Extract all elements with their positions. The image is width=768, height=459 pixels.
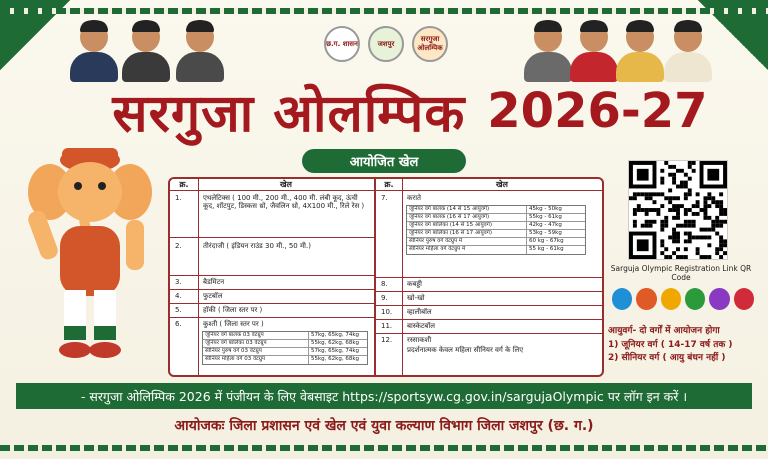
organizer-line: आयोजकः जिला प्रशासन एवं खेल एवं युवा कल्याण विभाग जिला जशपुर (छ. ग.): [174, 417, 594, 434]
row-1-sport: एथलेटिक्स ( 100 मी., 200 मी., 400 मी. लंबी कूद, ऊंची कूद, शॉटपुट, डिस्कस थ्रो, जैवलिन थ्रो, 4X100 मी., रिले रेस ): [203, 194, 365, 211]
header-sn-left: क्र.: [170, 179, 198, 191]
karate-row: जूनियर वर्ग बालिका (14 से 15 आयुवर्ग) 42kg - 47kg: [407, 222, 585, 230]
district-logo: [368, 26, 404, 62]
row-3-sport: बैडमिंटन: [203, 278, 225, 286]
olympic-logo: [412, 26, 448, 62]
row-5-sport: हॉकी ( जिला स्तर पर ): [203, 306, 263, 314]
row-9-sn: 9.: [381, 294, 388, 302]
title-hindi: सरगुजा ओलम्पिक: [112, 83, 466, 144]
wrestling-weights-table: [202, 331, 368, 365]
wrestling-row: जूनियर वर्ग बालिका 03 वेटग्रुप 55kg, 62kg, 68kg: [203, 340, 367, 348]
header-sport-right: खेल: [402, 179, 602, 191]
archery-icon: [636, 288, 656, 310]
row-10-sn: 10.: [381, 308, 393, 316]
karate-row: जूनियर वर्ग बालक (14 से 15 आयुवर्ग) 45kg - 50kg: [407, 206, 585, 214]
portrait-left-3: [176, 20, 224, 82]
wrestling-row: सीनियर पुरुष वर्ग 03 वेटग्रुप 57kg, 65kg, 74kg: [203, 348, 367, 356]
portrait-right-3: [616, 20, 664, 82]
subtitle-pill: आयोजित खेल: [302, 149, 466, 173]
qr-caption: Sarguja Olympic Registration Link QR Code: [610, 264, 752, 282]
top-border: [0, 8, 768, 14]
basketball-icon: [734, 288, 754, 310]
row-9-sport: खो-खो: [407, 294, 425, 302]
row-8-sn: 8.: [381, 280, 388, 288]
kabaddi-icon: [661, 288, 681, 310]
sports-icons: [612, 278, 754, 320]
row-7-sn: 7.: [381, 194, 388, 202]
wrestling-row: सीनियर महिला वर्ग 03 वेटग्रुप 55kg, 62kg, 68kg: [205, 356, 360, 362]
karate-row: जूनियर वर्ग बालिका (16 से 17 आयुवर्ग) 53kg - 59kg: [407, 230, 585, 238]
page-title: [60, 76, 760, 146]
header-sport-left: खेल: [198, 179, 374, 191]
title-year: 2026-27: [487, 83, 708, 139]
portrait-right-4: [664, 20, 712, 82]
row-6-sn: 6.: [175, 320, 182, 328]
runner-icon: [612, 288, 632, 310]
registration-banner[interactable]: - सरगुजा ओलिम्पिक 2026 में पंजीयन के लिए वेबसाइट https://sportsyw.cg.gov.in/sargujaOlympic पर लॉग इन करें ।: [16, 383, 752, 409]
karate-row: जूनियर वर्ग बालक (16 से 17 आयुवर्ग) 55kg - 61kg: [407, 214, 585, 222]
row-12-sport: रस्साकशी: [407, 336, 432, 344]
karate-weights-table: [406, 205, 586, 255]
events-table: [168, 177, 604, 377]
olympic-logo-text: सरगुजा ओलम्पिक: [417, 35, 443, 52]
age-heading: आयुवर्ग- दो वर्गों में आयोजन होगा: [608, 326, 720, 336]
row-11-sn: 11.: [381, 322, 393, 330]
portrait-right-2: [570, 20, 618, 82]
row-5-sn: 5.: [175, 306, 182, 314]
row-8-sport: कबड्डी: [407, 280, 422, 288]
row-4-sn: 4.: [175, 292, 182, 300]
header-sn-right: क्र.: [376, 179, 402, 191]
govt-logo: [324, 26, 360, 62]
karate-row: सीनियर महिला वर्ग वेटग्रुप में 55 kg - 61kg: [409, 246, 564, 252]
portrait-left-1: [70, 20, 118, 82]
row-11-sport: बास्केटबॉल: [407, 322, 435, 330]
row-1-sn: 1.: [175, 194, 182, 202]
row-12-sn: 12.: [381, 336, 393, 344]
football-icon: [685, 288, 705, 310]
elephant-mascot-icon: [20, 130, 160, 370]
row-2-sport: तीरंदाजी ( इंडियन राउंड 30 मी., 50 मी.): [203, 242, 311, 250]
row-6-sport: कुश्ती ( जिला स्तर पर ): [203, 320, 264, 328]
age-groups: [608, 325, 758, 366]
wrestling-row: जूनियर वर्ग बालक 03 वेटग्रुप 57kg, 65kg, 74kg: [203, 332, 367, 340]
bottom-border: [0, 445, 768, 451]
row-7-sport: कराते: [407, 194, 422, 202]
row-2-sn: 2.: [175, 242, 182, 250]
portrait-right-1: [524, 20, 572, 82]
row-10-sport: व्हालीबॉल: [407, 308, 432, 316]
row-4-sport: फुटबॉल: [203, 292, 223, 300]
row-12-note: प्रदर्शनात्मक केवल महिला सीनियर वर्ग के लिए: [407, 346, 524, 354]
badminton-icon: [709, 288, 729, 310]
govt-logo-text: छ.ग. शासन: [326, 39, 358, 48]
district-logo-text: जशपुर: [377, 39, 395, 48]
age-senior: 2) सीनियर वर्ग ( आयु बंधन नहीं ): [608, 353, 726, 363]
karate-row: सीनियर पुरुष वर्ग वेटग्रुप में 60 kg - 67kg: [407, 238, 585, 246]
age-junior: 1) जूनियर वर्ग ( 14-17 वर्ष तक ): [608, 339, 733, 350]
row-3-sn: 3.: [175, 278, 182, 286]
registration-qr-code[interactable]: [628, 160, 728, 260]
portrait-left-2: [122, 20, 170, 82]
